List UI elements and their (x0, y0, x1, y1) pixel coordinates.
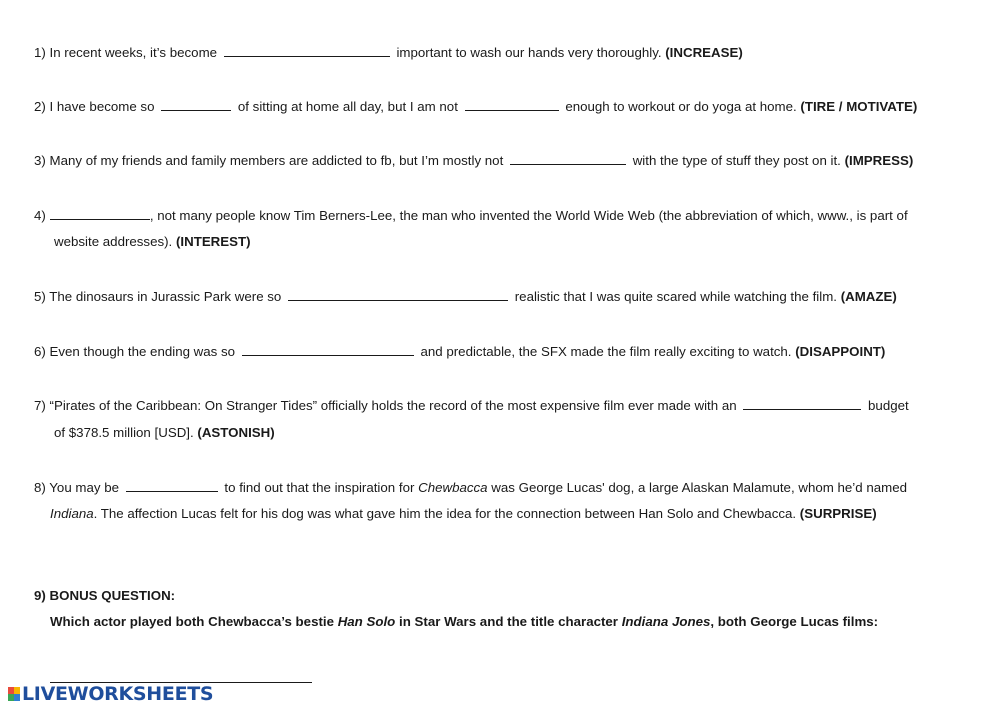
answer-blank-8[interactable] (126, 479, 218, 492)
brand-name: LIVEWORKSHEETS (22, 683, 214, 705)
question-4: 4) , not many people know Tim Berners-Lee, the man who invented the World Wide Web (the abbreviation of which, www., is part of (34, 208, 908, 223)
keyword-3: (IMPRESS) (844, 153, 914, 168)
question-1: 1) In recent weeks, it’s become important to wash our hands very thoroughly. (INCREASE) (34, 45, 743, 60)
question-6: 6) Even though the ending was so and predictable, the SFX made the film really exciting to watch. (DISAPPOINT) (34, 344, 886, 359)
bonus-title: 9) BONUS QUESTION: (34, 588, 176, 603)
answer-blank-1[interactable] (224, 44, 390, 57)
keyword-5: (AMAZE) (840, 289, 897, 304)
answer-blank-2a[interactable] (161, 98, 231, 111)
question-2: 2) I have become so of sitting at home all day, but I am not enough to workout or do yoga at home. (TIRE / MOTIVATE) (34, 99, 918, 114)
answer-blank-4[interactable] (50, 207, 150, 220)
keyword-8: (SURPRISE) (799, 506, 877, 521)
keyword-4: (INTEREST) (175, 234, 251, 249)
question-8-continued: Indiana. The affection Lucas felt for his dog was what gave him the idea for the connection between Han Solo and Chewbacca. (SURPRISE) (50, 506, 877, 521)
question-4-continued: website addresses). (INTEREST) (54, 234, 251, 249)
question-8: 8) You may be to find out that the inspiration for Chewbacca was George Lucas' dog, a large Alaskan Malamute, whom he’d named (34, 480, 907, 495)
keyword-6: (DISAPPOINT) (795, 344, 886, 359)
answer-blank-7[interactable] (743, 397, 861, 410)
answer-blank-2b[interactable] (465, 98, 559, 111)
question-7: 7) “Pirates of the Caribbean: On Stranger Tides” officially holds the record of the most expensive film ever made with an budget (34, 398, 909, 413)
keyword-2: (TIRE / MOTIVATE) (800, 99, 918, 114)
question-7-continued: of $378.5 million [USD]. (ASTONISH) (54, 425, 275, 440)
question-3: 3) Many of my friends and family members are addicted to fb, but I’m mostly not with the type of stuff they post on it. (IMPRESS) (34, 153, 914, 168)
liveworksheets-logo-icon (8, 687, 20, 701)
answer-blank-5[interactable] (288, 288, 508, 301)
keyword-1: (INCREASE) (665, 45, 743, 60)
answer-blank-6[interactable] (242, 343, 414, 356)
liveworksheets-logo (8, 684, 213, 704)
question-5: 5) The dinosaurs in Jurassic Park were so realistic that I was quite scared while watching the film. (AMAZE) (34, 289, 897, 304)
bonus-question: Which actor played both Chewbacca’s bestie Han Solo in Star Wars and the title character Indiana Jones, both George Lucas films: (50, 614, 879, 629)
keyword-7: (ASTONISH) (197, 425, 275, 440)
answer-blank-3[interactable] (510, 152, 626, 165)
